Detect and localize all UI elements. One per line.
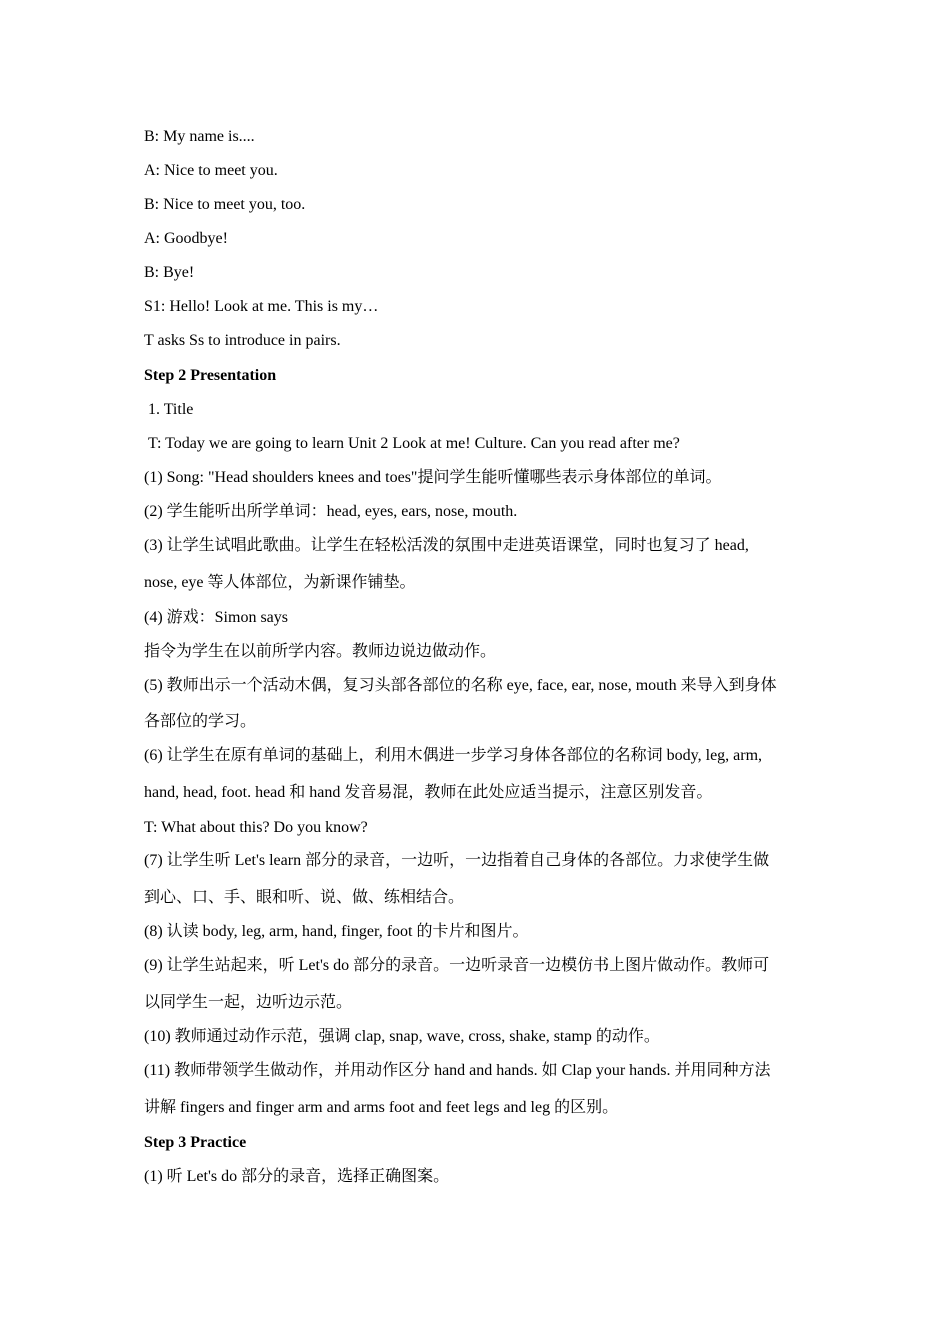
dialogue-line: S1: Hello! Look at me. This is my…: [144, 298, 379, 315]
paragraph-line: (11) 教师带领学生做动作，并用动作区分 hand and hands. 如 Clap your hands. 并用同种方法: [144, 1062, 771, 1079]
paragraph-line: (2) 学生能听出所学单词：head, eyes, ears, nose, mouth.: [144, 503, 518, 520]
paragraph-line: (10) 教师通过动作示范，强调 clap, snap, wave, cross, shake, stamp 的动作。: [144, 1028, 660, 1045]
paragraph-line: 讲解 fingers and finger arm and arms foot and feet legs and leg 的区别。: [144, 1099, 619, 1116]
dialogue-line: B: Bye!: [144, 264, 195, 281]
section-heading: Step 2 Presentation: [144, 367, 277, 384]
dialogue-line: A: Goodbye!: [144, 230, 228, 247]
paragraph-line: 到心、口、手、眼和听、说、做、练相结合。: [144, 889, 465, 906]
paragraph-line: 指令为学生在以前所学内容。教师边说边做动作。: [144, 643, 497, 660]
paragraph-line: nose, eye 等人体部位，为新课作铺垫。: [144, 574, 416, 591]
paragraph-line: (9) 让学生站起来，听 Let's do 部分的录音。一边听录音一边模仿书上图片做动作。教师可: [144, 957, 770, 974]
paragraph-line: 1. Title: [148, 401, 194, 418]
paragraph-line: (5) 教师出示一个活动木偶，复习头部各部位的名称 eye, face, ear, nose, mouth 来导入到身体: [144, 677, 777, 694]
dialogue-line: B: My name is....: [144, 128, 255, 145]
paragraph-line: T: What about this? Do you know?: [144, 819, 368, 836]
paragraph-line: (8) 认读 body, leg, arm, hand, finger, foot 的卡片和图片。: [144, 923, 529, 940]
paragraph-line: (1) 听 Let's do 部分的录音，选择正确图案。: [144, 1168, 450, 1185]
paragraph-line: (4) 游戏：Simon says: [144, 609, 289, 626]
paragraph-line: 各部位的学习。: [144, 713, 257, 730]
section-heading: Step 3 Practice: [144, 1134, 247, 1151]
dialogue-line: B: Nice to meet you, too.: [144, 196, 306, 213]
paragraph-line: (3) 让学生试唱此歌曲。让学生在轻松活泼的氛围中走进英语课堂，同时也复习了 head,: [144, 537, 749, 554]
dialogue-line: A: Nice to meet you.: [144, 162, 278, 179]
paragraph-line: (6) 让学生在原有单词的基础上，利用木偶进一步学习身体各部位的名称词 body, leg, arm,: [144, 747, 763, 764]
paragraph-line: T asks Ss to introduce in pairs.: [144, 332, 341, 349]
paragraph-line: (7) 让学生听 Let's learn 部分的录音，一边听，一边指着自己身体的各部位。力求使学生做: [144, 852, 770, 869]
paragraph-line: 以同学生一起，边听边示范。: [144, 994, 353, 1011]
paragraph-line: (1) Song: "Head shoulders knees and toes"提问学生能听懂哪些表示身体部位的单词。: [144, 469, 722, 486]
paragraph-line: T: Today we are going to learn Unit 2 Look at me! Culture. Can you read after me?: [148, 435, 680, 452]
paragraph-line: hand, head, foot. head 和 hand 发音易混，教师在此处应适当提示，注意区别发音。: [144, 784, 713, 801]
